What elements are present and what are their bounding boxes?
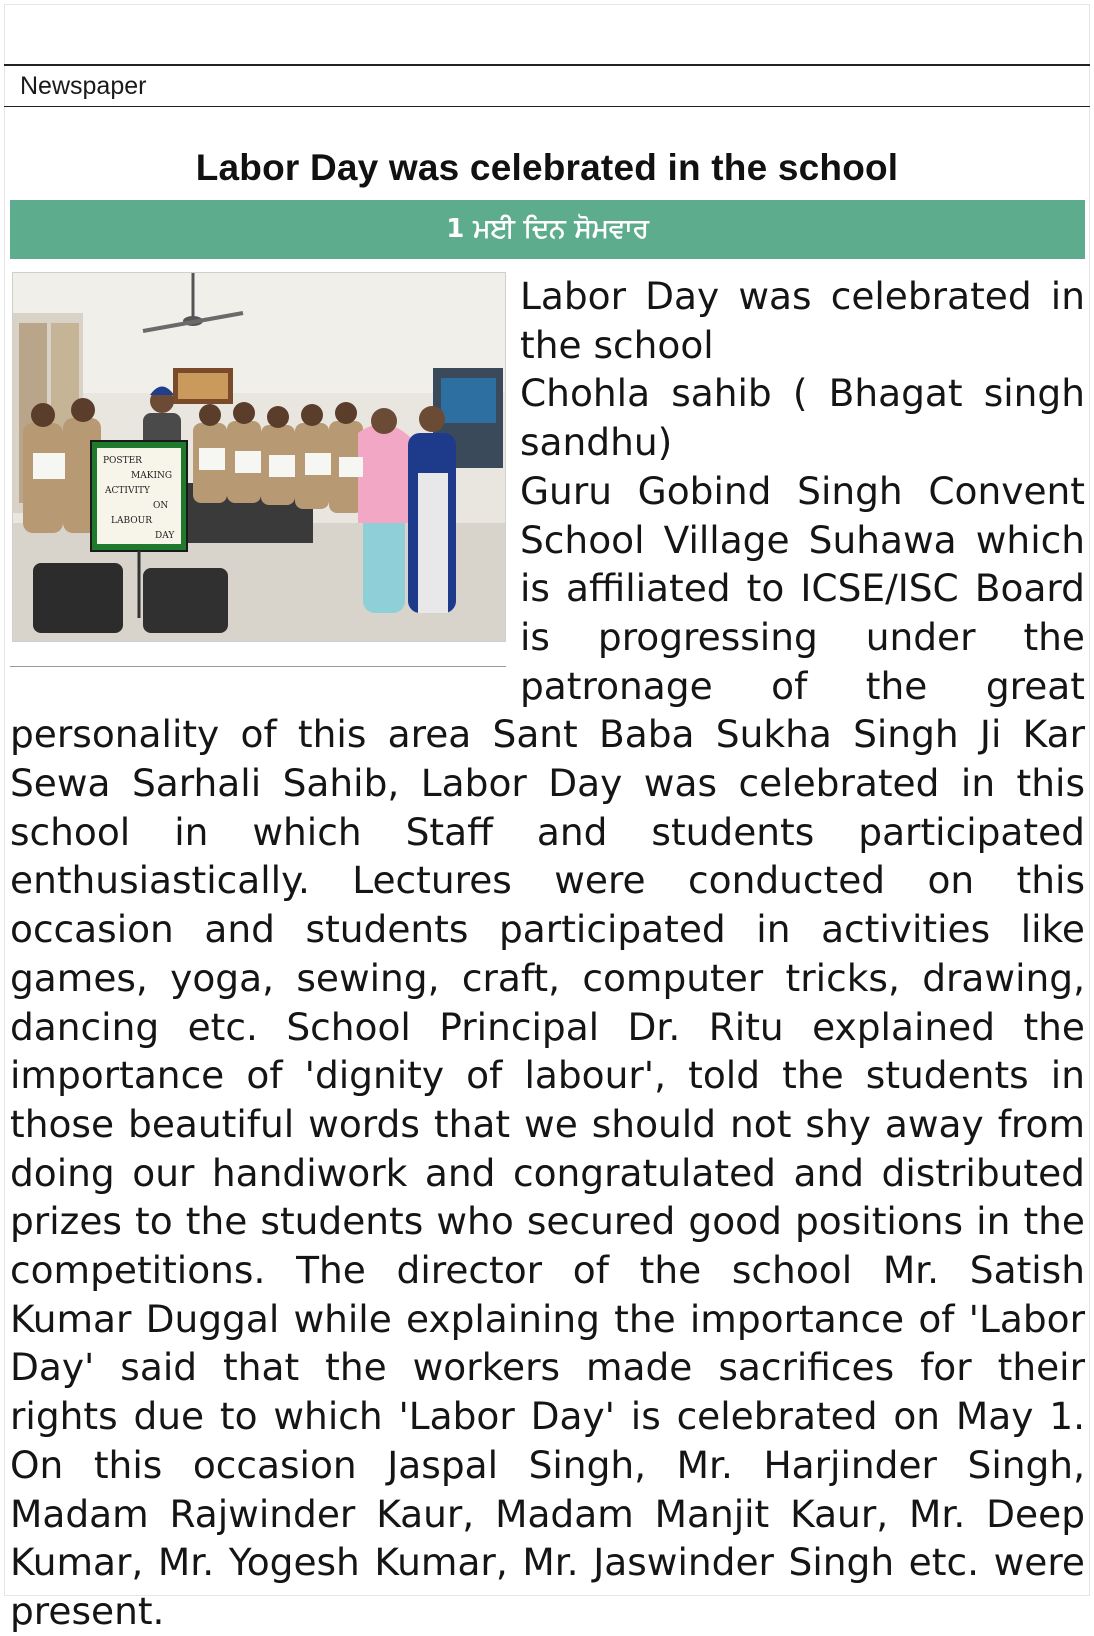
section-rule bbox=[4, 106, 1090, 107]
sign-line: ON bbox=[153, 501, 169, 511]
photo-spacer bbox=[10, 272, 520, 686]
sign-line: ACTIVITY bbox=[105, 486, 150, 496]
body-paragraph: Labor Day was celebrated in the school bbox=[520, 274, 1085, 367]
body-paragraph: Guru Gobind Singh Convent School Village Suhawa which is affiliated to ICSE/ISC Board is progressing under the patronage of the great personality of this area Sant Baba Sukha Singh Ji Kar Sewa Sarhali Sahib, Labor Day was celebrated in this school in which Staff and students participated enthusiastically. Lectures were conducted on this occasion and students participated in activities like games, yoga, sewing, craft, computer tricks, drawing, dancing etc. School Principal Dr. Ritu explained the importance of 'dignity of labour', told the students in those beautiful words that we should not shy away from doing our handiwork and congratulated and distributed prizes to the students who secured good positions in the competitions. The director of the school Mr. Satish Kumar Duggal while explaining the importance of 'Labor Day' said that the workers made sacrifices for their rights due to which 'Labor Day' is celebrated on May 1. On this occasion Jaspal Singh, Mr. Harjinder Singh, Madam Rajwinder Kaur, Madam Manjit Kaur, Mr. Deep Kumar, Mr. Yogesh Kumar, Mr. Jaswinder Singh etc. were present. bbox=[10, 468, 1085, 1633]
date-banner bbox=[10, 200, 1085, 259]
sign-line: POSTER bbox=[103, 456, 142, 466]
sign-line: DAY bbox=[155, 531, 175, 541]
sign-line: LABOUR bbox=[111, 516, 152, 526]
article-body bbox=[10, 272, 1085, 1636]
top-rule bbox=[4, 64, 1090, 66]
article-headline: Labor Day was celebrated in the school bbox=[195, 147, 899, 188]
date-banner-text: 1 ਮਈ ਦਿਨ ਸੋਮਵਾਰ bbox=[446, 214, 649, 244]
body-paragraph: Chohla sahib ( Bhagat singh sandhu) bbox=[520, 371, 1085, 465]
sign-line: MAKING bbox=[131, 471, 173, 481]
section-label: Newspaper bbox=[20, 72, 147, 100]
